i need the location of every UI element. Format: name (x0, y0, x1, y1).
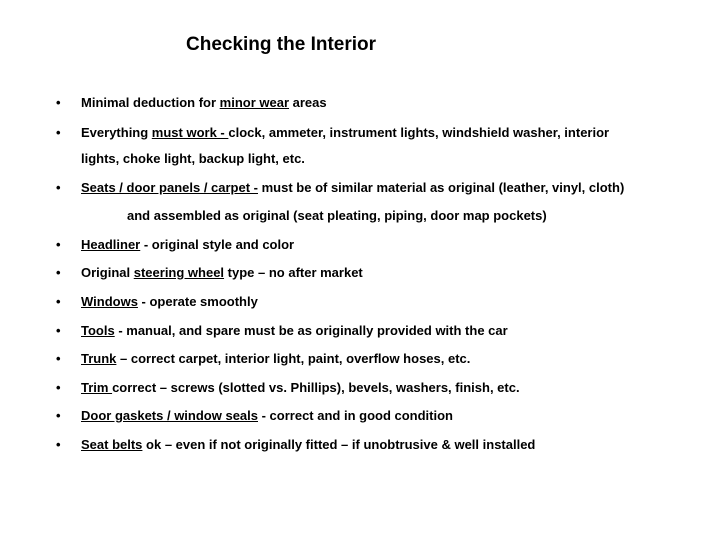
list-item (81, 380, 520, 396)
item-text: Minimal deduction for (81, 95, 220, 110)
list-item (81, 180, 624, 196)
page-title: Checking the Interior (186, 34, 377, 55)
item-text: - operate smoothly (137, 294, 258, 309)
list-item-continuation: lights, choke light, backup light, etc. (81, 151, 305, 166)
bullet-icon: • (56, 125, 61, 140)
list-item (81, 95, 327, 111)
bullet-icon: • (56, 323, 61, 338)
list-item (81, 237, 294, 253)
bullet-icon: • (56, 237, 61, 252)
item-text: correct – screws (slotted vs. Phillips), bevels, washers, finish, etc. (112, 380, 520, 395)
list-item (81, 351, 470, 367)
item-underlined-text: Seat belts (81, 437, 143, 452)
item-underlined-text: Headliner (81, 237, 141, 252)
item-text: - original style and color (140, 237, 295, 252)
item-underlined-text: minor wear (219, 95, 290, 110)
item-underlined-text: Windows (81, 294, 138, 309)
bullet-icon: • (56, 437, 61, 452)
list-item (81, 408, 453, 424)
bullet-icon: • (56, 351, 61, 366)
item-underlined-text: Trunk (81, 351, 117, 366)
item-underlined-text: Seats / door panels / carpet - (81, 180, 258, 195)
item-text: – correct carpet, interior light, paint, overflow hoses, etc. (116, 351, 471, 366)
item-text: - manual, and spare must be as originally provided with the car (114, 323, 508, 338)
item-text: Everything (81, 125, 152, 140)
bullet-icon: • (56, 265, 61, 280)
list-item (81, 437, 535, 453)
item-underlined-text: Door gaskets / window seals (81, 408, 258, 423)
item-text: areas (289, 95, 327, 110)
item-text: must be of similar material as original (leather, vinyl, cloth) (258, 180, 625, 195)
list-item (81, 265, 363, 281)
item-underlined-text: steering wheel (133, 265, 225, 280)
item-text: Original (81, 265, 134, 280)
item-underlined-text: must work - (151, 125, 229, 140)
bullet-icon: • (56, 180, 61, 195)
list-item-continuation: and assembled as original (seat pleating, piping, door map pockets) (127, 208, 547, 223)
item-text: - correct and in good condition (258, 408, 453, 423)
list-item (81, 125, 609, 141)
bullet-icon: • (56, 294, 61, 309)
bullet-icon: • (56, 380, 61, 395)
list-item (81, 323, 508, 339)
bullet-icon: • (56, 95, 61, 110)
item-text: type – no after market (224, 265, 363, 280)
bullet-icon: • (56, 408, 61, 423)
item-underlined-text: Trim (81, 380, 113, 395)
item-text: ok – even if not originally fitted – if unobtrusive & well installed (142, 437, 536, 452)
item-underlined-text: Tools (81, 323, 115, 338)
list-item (81, 294, 258, 310)
item-text: clock, ammeter, instrument lights, windshield washer, interior (228, 125, 610, 140)
